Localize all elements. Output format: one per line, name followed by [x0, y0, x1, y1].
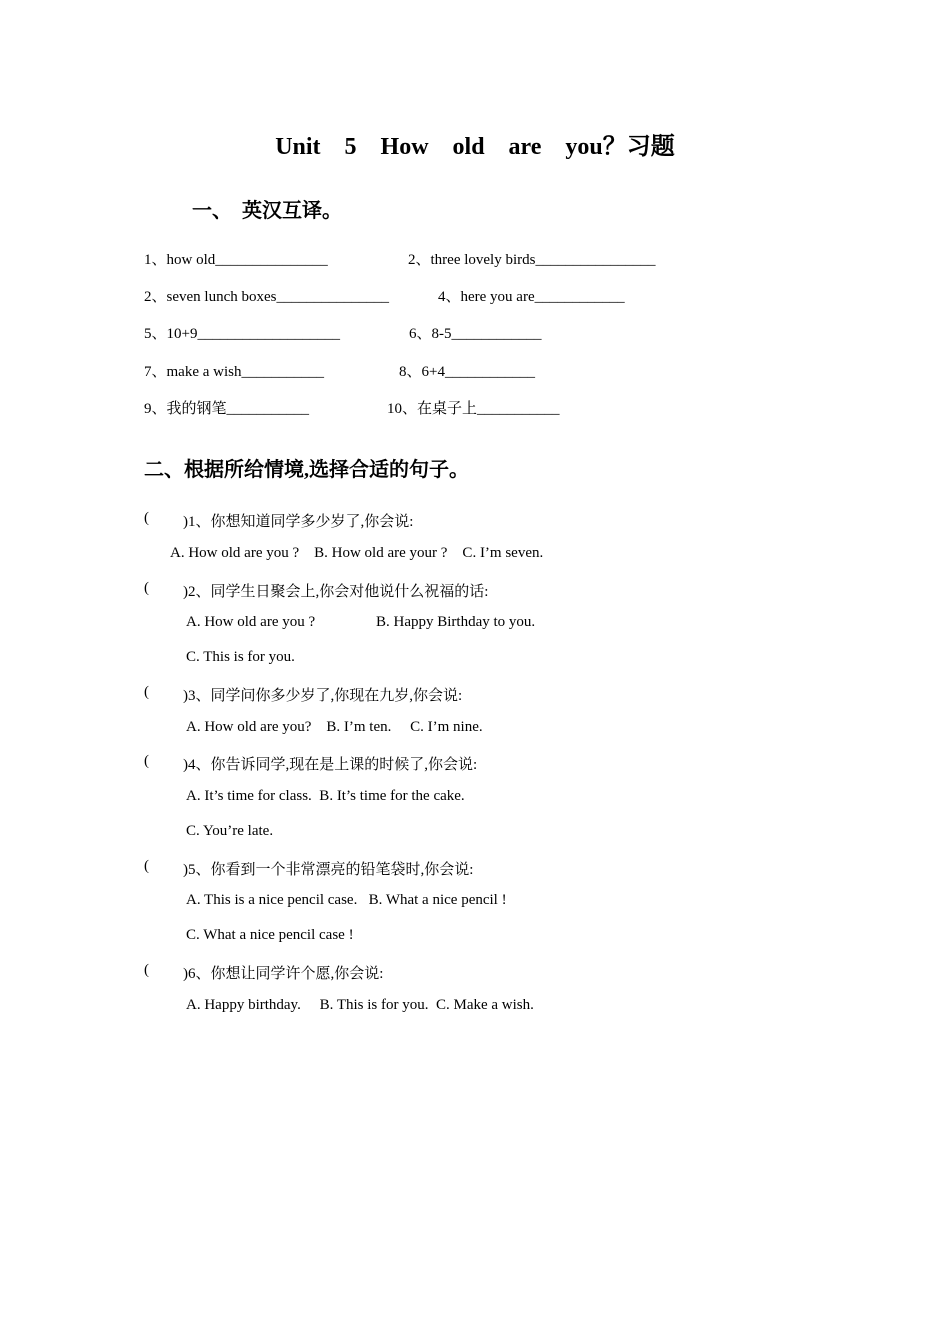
question-2-option-a: A. How old are you ?	[186, 614, 316, 630]
question-6-options: A. Happy birthday. B. This is for you. C. Make a wish.	[186, 997, 534, 1013]
question-6-stem: )6、你想让同学许个愿,你会说:	[183, 966, 384, 982]
translation-item-10: 10、在桌子上___________	[387, 401, 560, 417]
question-2-option-c: C. This is for you.	[186, 649, 295, 665]
translation-item-5: 5、10+9___________________	[144, 326, 340, 342]
translation-item-8: 8、6+4____________	[399, 364, 535, 380]
question-5-stem: )5、你看到一个非常漂亮的铅笔袋时,你会说:	[183, 862, 474, 878]
question-2-stem: )2、同学生日聚会上,你会对他说什么祝福的话:	[183, 584, 489, 600]
question-5-option-c: C. What a nice pencil case !	[186, 927, 354, 943]
translation-item-2: 2、three lovely birds________________	[408, 252, 656, 268]
question-1-options: A. How old are you ? B. How old are your ? C. I’m seven.	[170, 545, 544, 561]
translation-item-4: 4、here you are____________	[438, 289, 625, 305]
answer-blank-5[interactable]: (	[144, 858, 149, 874]
translation-item-6: 6、8-5____________	[409, 326, 542, 342]
question-3-options: A. How old are you? B. I’m ten. C. I’m nine.	[186, 719, 483, 735]
question-4-stem: )4、你告诉同学,现在是上课的时候了,你会说:	[183, 757, 478, 773]
question-3-stem: )3、同学问你多少岁了,你现在九岁,你会说:	[183, 688, 463, 704]
question-4-options-ab: A. It’s time for class. B. It’s time for the cake.	[186, 788, 465, 804]
section-1-heading: 一、 英汉互译。	[192, 200, 342, 222]
question-5-options-ab: A. This is a nice pencil case. B. What a nice pencil !	[186, 892, 507, 908]
answer-blank-4[interactable]: (	[144, 753, 149, 769]
question-2-option-b: B. Happy Birthday to you.	[376, 614, 536, 630]
answer-blank-2[interactable]: (	[144, 580, 149, 596]
page-title: Unit 5 How old are you？习题	[275, 134, 675, 160]
answer-blank-6[interactable]: (	[144, 962, 149, 978]
answer-blank-3[interactable]: (	[144, 684, 149, 700]
question-4-option-c: C. You’re late.	[186, 823, 274, 839]
translation-item-9: 9、我的钢笔___________	[144, 401, 310, 417]
question-1-stem: )1、你想知道同学多少岁了,你会说:	[183, 514, 414, 530]
translation-item-3: 2、seven lunch boxes_______________	[144, 289, 389, 305]
section-2-heading: 二、根据所给情境,选择合适的句子。	[144, 459, 469, 481]
translation-item-7: 7、make a wish___________	[144, 364, 324, 380]
answer-blank-1[interactable]: (	[144, 510, 149, 526]
translation-item-1: 1、how old_______________	[144, 252, 328, 268]
